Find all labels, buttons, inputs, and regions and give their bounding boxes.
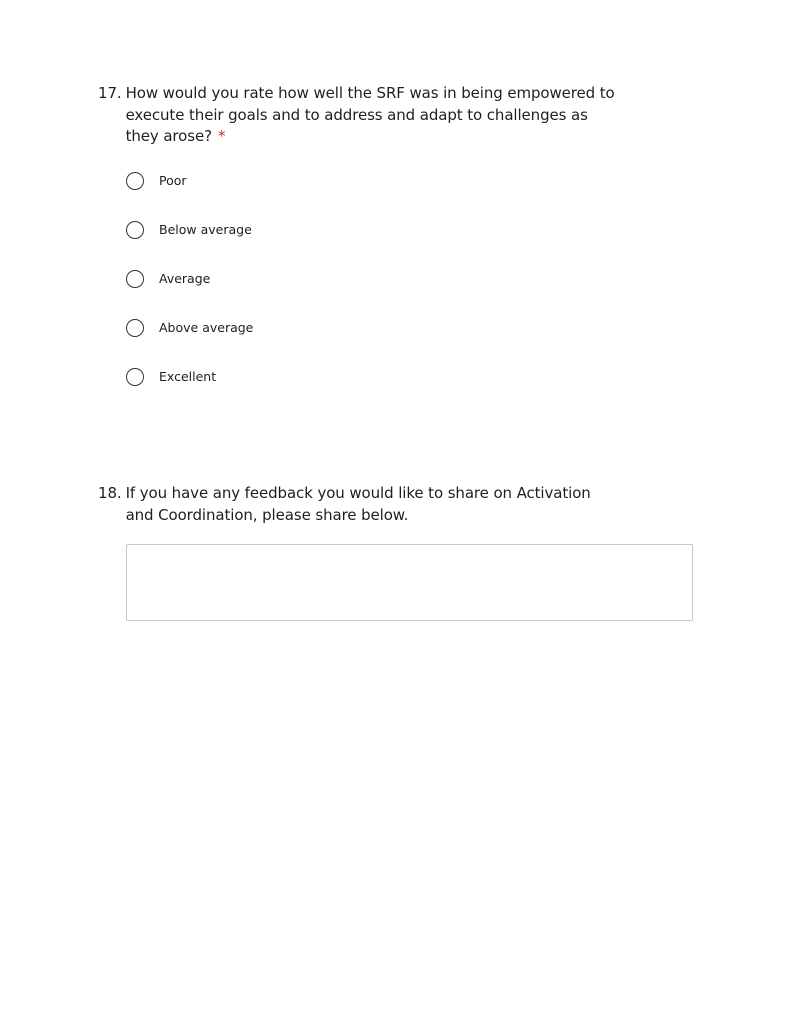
- option-average[interactable]: [126, 268, 253, 289]
- question-title: If you have any feedback you would like to share on Activation and Coordination, please share below.: [125, 484, 591, 524]
- radio-button[interactable]: [126, 270, 144, 288]
- question-number: 17.: [98, 84, 122, 102]
- radio-button[interactable]: [126, 368, 144, 386]
- option-label: Below average: [159, 222, 252, 237]
- option-poor[interactable]: [126, 170, 253, 191]
- rating-options: [126, 170, 253, 415]
- question-title: How would you rate how well the SRF was in being empowered to execute their goals and to address and adapt to challenges as they arose?: [125, 84, 615, 145]
- radio-button[interactable]: [126, 172, 144, 190]
- radio-button[interactable]: [126, 221, 144, 239]
- radio-button[interactable]: [126, 319, 144, 337]
- option-label: Average: [159, 271, 211, 286]
- option-excellent[interactable]: [126, 366, 253, 387]
- required-asterisk: *: [217, 127, 226, 145]
- option-label: Poor: [159, 173, 187, 188]
- option-below-average[interactable]: [126, 219, 253, 240]
- feedback-textarea[interactable]: [126, 544, 693, 621]
- question-18-text: [98, 483, 698, 526]
- question-18: [98, 483, 698, 526]
- question-17-text: [98, 83, 698, 148]
- question-number: 18.: [98, 484, 122, 502]
- option-label: Above average: [159, 320, 254, 335]
- option-label: Excellent: [159, 369, 217, 384]
- question-17: [98, 83, 698, 148]
- option-above-average[interactable]: [126, 317, 253, 338]
